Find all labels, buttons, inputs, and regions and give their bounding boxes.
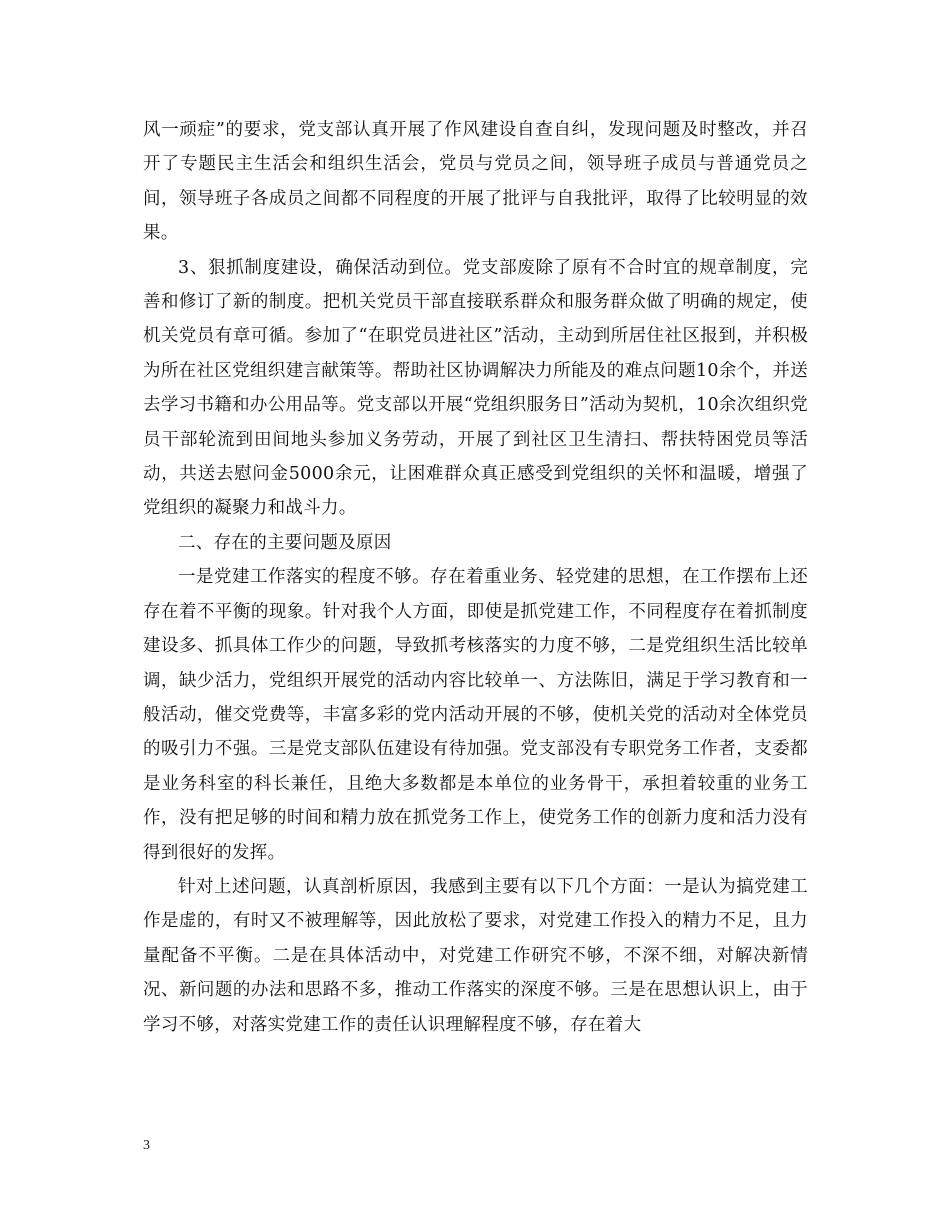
section-heading: 二、存在的主要问题及原因 [178, 532, 392, 553]
paragraph-4: 针对上述问题，认真剖析原因，我感到主要有以下几个方面：一是认为搞党建工作是虚的，有时又不被理解等，因此放松了要求，对党建工作投入的精力不足，且力量配备不平衡。二是在具体活动中，对党建工作研究不够，不深不细，对解决新情况、新问题的办法和思路不多，推动工作落实的深度不够。三是在思想认识上，由于学习不够，对落实党建工作的责任认识理解程度不够，存在着大 [143, 876, 808, 1035]
paragraph-2: 3、狠抓制度建设，确保活动到位。党支部废除了原有不合时宜的规章制度，完善和修订了新的制度。把机关党员干部直接联系群众和服务群众做了明确的规定，使机关党员有章可循。参加了“在职党员进社区”活动，主动到所居住社区报到，并积极为所在社区党组织建言献策等。帮助社区协调解决力所能及的难点问题10余个，并送去学习书籍和办公用品等。党支部以开展“党组织服务日”活动为契机，10余次组织党员干部轮流到田间地头参加义务劳动，开展了到社区卫生清扫、帮扶特困党员等活动，共送去慰问金5000余元，让困难群众真正感受到党组织的关怀和温暖，增强了党组织的凝聚力和战斗力。 [143, 257, 808, 519]
page-number: 3 [143, 1138, 150, 1153]
paragraph-3: 一是党建工作落实的程度不够。存在着重业务、轻党建的思想，在工作摆布上还存在着不平衡的现象。针对我个人方面，即使是抓党建工作，不同程度存在着抓制度建设多、抓具体工作少的问题，导致抓考核落实的力度不够，二是党组织生活比较单调，缺少活力，党组织开展党的活动内容比较单一、方法陈旧，满足于学习教育和一般活动，催交党费等，丰富多彩的党内活动开展的不够，使机关党的活动对全体党员的吸引力不强。三是党支部队伍建设有待加强。党支部没有专职党务工作者，支委都是业务科室的科长兼任，且绝大多数都是本单位的业务骨干，承担着较重的业务工作，没有把足够的时间和精力放在抓党务工作上，使党务工作的创新力度和活力没有得到很好的发挥。 [143, 567, 808, 863]
document-body [143, 113, 808, 1042]
paragraph-1: 风一顽症”的要求，党支部认真开展了作风建设自查自纠，发现问题及时整改，并召开了专题民主生活会和组织生活会，党员与党员之间，领导班子成员与普通党员之间，领导班子各成员之间都不同程度的开展了批评与自我批评，取得了比较明显的效果。 [143, 120, 808, 244]
